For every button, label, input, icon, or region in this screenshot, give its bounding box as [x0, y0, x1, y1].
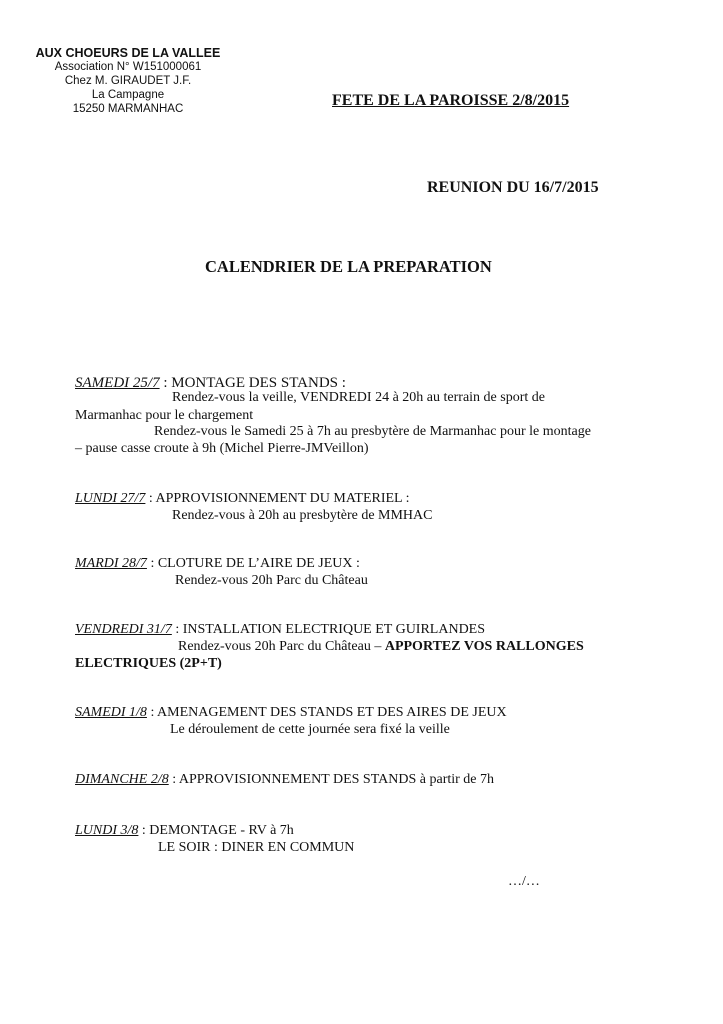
calendar-title: CALENDRIER DE LA PREPARATION	[205, 257, 492, 276]
schedule-date: LUNDI 27/7	[75, 491, 146, 506]
letterhead	[28, 46, 228, 116]
event-title: FETE DE LA PAROISSE 2/8/2015	[332, 92, 570, 109]
address-city: 15250 MARMANHAC	[72, 103, 184, 115]
contact-name: Chez M. GIRAUDET J.F.	[64, 75, 192, 87]
schedule-date: SAMEDI 25/7	[75, 375, 160, 391]
schedule-date: VENDREDI 31/7	[75, 622, 172, 637]
schedule-detail: Rendez-vous 20h Parc du Château	[175, 573, 368, 588]
schedule-date: SAMEDI 1/8	[75, 705, 147, 720]
schedule-entry-title	[75, 622, 485, 638]
schedule-entry-title	[75, 556, 360, 572]
schedule-entry-title	[75, 823, 294, 839]
schedule-activity: : APPROVISIONNEMENT DES STANDS à partir de 7h	[168, 772, 495, 787]
schedule-date: DIMANCHE 2/8	[75, 772, 169, 787]
schedule-date: LUNDI 3/8	[75, 823, 139, 838]
schedule-detail	[178, 639, 584, 655]
schedule-detail: Marmanhac pour le chargement	[75, 408, 254, 423]
schedule-activity: : APPROVISIONNEMENT DU MATERIEL :	[145, 491, 410, 506]
schedule-detail-emphasis: ELECTRIQUES (2P+T)	[75, 656, 222, 671]
schedule-activity: : MONTAGE DES STANDS :	[159, 375, 346, 391]
address-place: La Campagne	[91, 89, 165, 101]
schedule-detail: Rendez-vous à 20h au presbytère de MMHAC	[172, 508, 433, 523]
schedule-activity: : AMENAGEMENT DES STANDS ET DES AIRES DE JEUX	[146, 705, 507, 720]
schedule-detail-text: Rendez-vous 20h Parc du Château –	[178, 639, 385, 654]
schedule-date: MARDI 28/7	[75, 556, 147, 571]
schedule-entry-title	[75, 491, 409, 507]
schedule-detail: Le déroulement de cette journée sera fixé la veille	[170, 722, 450, 737]
schedule-detail: LE SOIR : DINER EN COMMUN	[158, 840, 355, 855]
continued-mark: …/…	[508, 874, 540, 889]
schedule-entry-title	[75, 705, 507, 721]
schedule-detail: Rendez-vous le Samedi 25 à 7h au presbytère de Marmanhac pour le montage	[154, 424, 591, 439]
schedule-detail: Rendez-vous la veille, VENDREDI 24 à 20h au terrain de sport de	[172, 390, 545, 405]
schedule-activity: : INSTALLATION ELECTRIQUE ET GUIRLANDES	[171, 622, 486, 637]
schedule-detail-emphasis: APPORTEZ VOS RALLONGES	[384, 639, 584, 654]
schedule-entry-title	[75, 772, 494, 788]
schedule-detail: – pause casse croute à 9h (Michel Pierre-JMVeillon)	[75, 441, 369, 456]
schedule-activity: : CLOTURE DE L’AIRE DE JEUX :	[146, 556, 360, 571]
association-number: Association N° W151000061	[54, 61, 202, 73]
meeting-date: REUNION DU 16/7/2015	[427, 179, 599, 196]
schedule-activity: : DEMONTAGE - RV à 7h	[138, 823, 294, 838]
organization-name: AUX CHOEURS DE LA VALLEE	[35, 46, 221, 60]
